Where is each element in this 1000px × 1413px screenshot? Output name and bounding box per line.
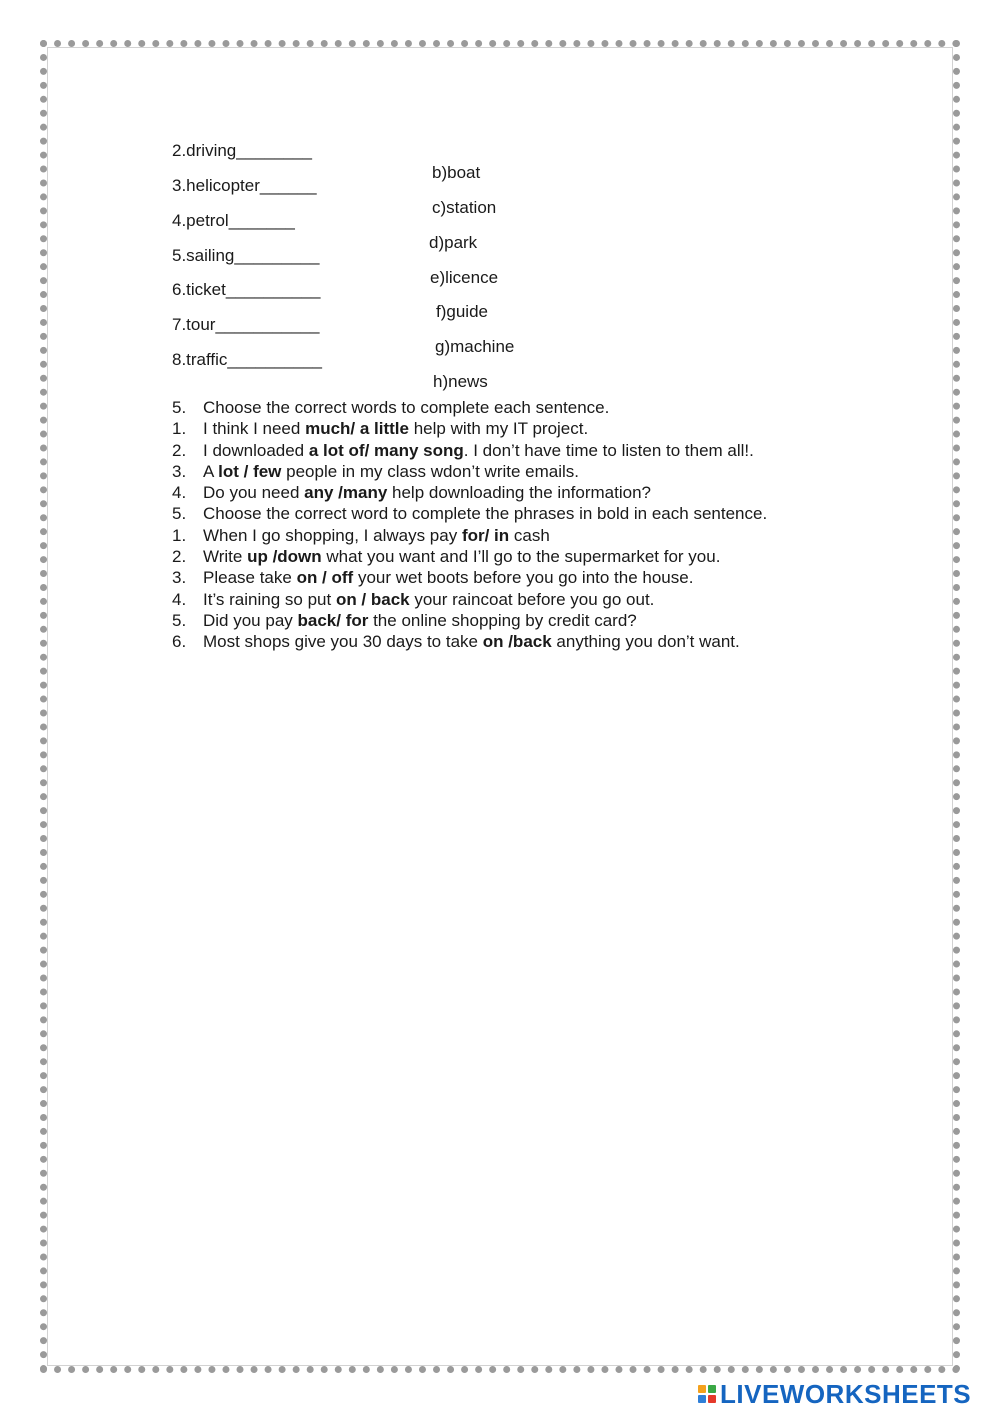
exercise-line bbox=[172, 610, 892, 631]
exercise-number: 5. bbox=[172, 504, 187, 524]
sentence-text: the online shopping by credit card? bbox=[368, 610, 637, 630]
exercise-line bbox=[172, 546, 892, 567]
exercise-number: 1. bbox=[172, 525, 187, 545]
match-left-item: 8.traffic__________ bbox=[172, 350, 322, 369]
bold-option-text: any /many bbox=[304, 483, 388, 503]
bold-option-text: for/ in bbox=[461, 525, 510, 545]
exercise-line bbox=[172, 589, 892, 610]
sentence-text: Write bbox=[203, 547, 248, 567]
logo-mark-icon bbox=[698, 1385, 716, 1403]
match-right-item: e)licence bbox=[430, 268, 499, 287]
exercise-line bbox=[172, 440, 892, 461]
match-left-item: 6.ticket__________ bbox=[172, 280, 321, 299]
sentence-text: I downloaded bbox=[203, 440, 309, 460]
exercise-number: 5. bbox=[172, 610, 187, 630]
sentence-text: Choose the correct word to complete the phrases in bold in each sentence. bbox=[203, 504, 768, 524]
exercise-line bbox=[172, 525, 892, 546]
exercise-number: 5. bbox=[172, 398, 187, 417]
match-row bbox=[0, 188, 1000, 252]
sentence-text: help with my IT project. bbox=[409, 419, 589, 439]
sentence-text: It’s raining so put bbox=[203, 589, 336, 609]
sentence-text: Did you pay bbox=[203, 610, 298, 630]
exercise-number: 2. bbox=[172, 547, 187, 567]
exercise-line bbox=[172, 631, 892, 652]
sentence-text: Do you need bbox=[203, 483, 305, 503]
bold-option-text: up /down bbox=[247, 547, 322, 567]
bold-option-text: lot / few bbox=[218, 461, 282, 481]
sentence-text: your raincoat before you go out. bbox=[409, 589, 655, 609]
exercise-number: 2. bbox=[172, 440, 187, 460]
match-row bbox=[0, 223, 1000, 287]
sentence-text: what you want and I’ll go to the supermarket for you. bbox=[321, 547, 721, 567]
logo-mark-square bbox=[698, 1395, 706, 1403]
logo-mark-square bbox=[698, 1385, 706, 1393]
sentence-text: people in my class wdon’t write emails. bbox=[281, 461, 580, 481]
exercise-line bbox=[172, 418, 892, 439]
sentence-text: . I don’t have time to listen to them all!. bbox=[463, 440, 754, 460]
sentence-text: When I go shopping, I always pay bbox=[203, 525, 462, 545]
match-right-item: h)news bbox=[433, 372, 488, 391]
exercise-line bbox=[172, 567, 892, 588]
bold-option-text: on / off bbox=[296, 568, 354, 588]
logo-mark-square bbox=[708, 1385, 716, 1393]
exercise-number: 3. bbox=[172, 568, 187, 588]
match-row bbox=[0, 292, 1000, 356]
match-left-item: 5.sailing_________ bbox=[172, 246, 320, 265]
sentence-text: help downloading the information? bbox=[387, 483, 651, 503]
bold-option-text: back/ for bbox=[297, 610, 369, 630]
exercise-number: 1. bbox=[172, 419, 187, 439]
exercise-line bbox=[172, 482, 892, 503]
bold-option-text: a lot of/ many song bbox=[308, 440, 464, 460]
logo-text: LIVEWORKSHEETS bbox=[720, 1378, 972, 1409]
liveworksheets-logo bbox=[698, 1380, 971, 1408]
sentence-text: Most shops give you 30 days to take bbox=[203, 632, 483, 652]
match-left-item: 2.driving________ bbox=[172, 141, 312, 160]
exercise-line bbox=[172, 397, 892, 418]
match-right-item: f)guide bbox=[436, 302, 488, 321]
match-row bbox=[0, 257, 1000, 321]
exercise-number: 4. bbox=[172, 589, 187, 609]
sentence-text: Choose the correct words to complete each sentence. bbox=[203, 398, 610, 417]
match-right-item: g)machine bbox=[435, 337, 515, 356]
logo-mark-square bbox=[708, 1395, 716, 1403]
match-left-item: 4.petrol_______ bbox=[172, 211, 295, 230]
match-right-item: b)boat bbox=[432, 163, 481, 182]
bold-option-text: on / back bbox=[335, 589, 410, 609]
exercise-line bbox=[172, 461, 892, 482]
sentence-text: I think I need bbox=[203, 419, 306, 439]
bold-option-text: on /back bbox=[482, 632, 552, 652]
match-left-item: 3.helicopter______ bbox=[172, 176, 317, 195]
match-right-item: d)park bbox=[429, 233, 478, 252]
exercise-line bbox=[172, 503, 892, 524]
exercise-list bbox=[172, 397, 892, 653]
exercise-number: 3. bbox=[172, 461, 187, 481]
sentence-text: cash bbox=[509, 525, 550, 545]
match-row bbox=[0, 118, 1000, 182]
match-left-item: 7.tour___________ bbox=[172, 315, 320, 334]
match-right-item: c)station bbox=[432, 198, 497, 217]
match-row bbox=[0, 153, 1000, 217]
sentence-text: anything you don’t want. bbox=[551, 632, 740, 652]
sentence-text: your wet boots before you go into the house. bbox=[353, 568, 694, 588]
sentence-text: Please take bbox=[203, 568, 297, 588]
bold-option-text: much/ a little bbox=[305, 419, 409, 439]
sentence-text: A bbox=[203, 461, 219, 481]
match-row bbox=[0, 327, 1000, 391]
exercise-number: 6. bbox=[172, 632, 187, 652]
exercise-number: 4. bbox=[172, 483, 187, 503]
